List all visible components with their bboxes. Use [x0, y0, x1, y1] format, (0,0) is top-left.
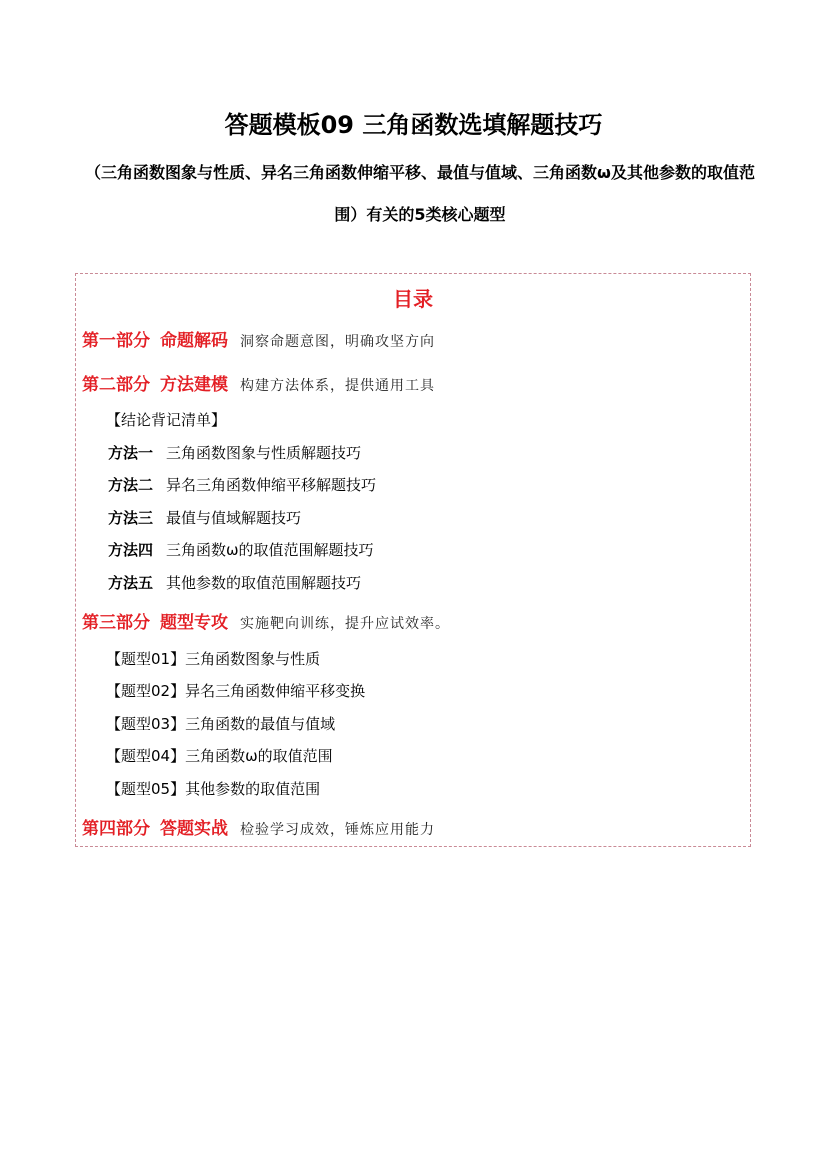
type-text: 三角函数的最值与值域 [185, 715, 336, 733]
method-label: 方法一 [108, 444, 154, 462]
part-label: 第三部分 [82, 613, 150, 633]
toc-type-1[interactable] [106, 647, 320, 671]
toc-type-2[interactable] [106, 679, 365, 703]
toc-type-3[interactable] [106, 712, 335, 736]
part-description: 检验学习成效，锤炼应用能力 [240, 822, 435, 838]
method-text: 异名三角函数伸缩平移解题技巧 [166, 476, 377, 494]
part-name: 命题解码 [160, 331, 228, 351]
type-label: 【题型01】 [106, 650, 186, 668]
method-text: 最值与值域解题技巧 [166, 509, 302, 527]
method-label: 方法五 [108, 574, 154, 592]
toc-method-5[interactable] [108, 571, 361, 595]
document-subtitle: （三角函数图象与性质、异名三角函数伸缩平移、最值与值域、三角函数ω及其他参数的取值范围）有关的5类核心题型 [85, 163, 755, 224]
toc-type-5[interactable] [106, 777, 320, 801]
part-label: 第一部分 [82, 331, 150, 351]
method-label: 方法四 [108, 541, 154, 559]
method-label: 方法二 [108, 476, 154, 494]
part-description: 洞察命题意图，明确攻坚方向 [240, 334, 435, 350]
toc-part-4[interactable] [82, 817, 435, 842]
part-label: 第四部分 [82, 819, 150, 839]
toc-heading: 目录 [393, 287, 433, 311]
part-label: 第二部分 [82, 375, 150, 395]
toc-method-2[interactable] [108, 473, 376, 497]
type-text: 其他参数的取值范围 [185, 780, 321, 798]
toc-part-2[interactable] [82, 373, 435, 398]
part-description: 实施靶向训练，提升应试效率。 [240, 616, 450, 632]
document-title: 答题模板09 三角函数选填解题技巧 [224, 111, 603, 139]
method-text: 三角函数图象与性质解题技巧 [166, 444, 362, 462]
type-label: 【题型04】 [106, 747, 186, 765]
type-text: 三角函数ω的取值范围 [185, 747, 333, 765]
type-label: 【题型03】 [106, 715, 186, 733]
method-text: 其他参数的取值范围解题技巧 [166, 574, 362, 592]
type-label: 【题型02】 [106, 682, 186, 700]
type-label: 【题型05】 [106, 780, 186, 798]
method-label: 方法三 [108, 509, 154, 527]
toc-part-3[interactable] [82, 611, 450, 636]
part-name: 方法建模 [160, 375, 228, 395]
part-description: 构建方法体系，提供通用工具 [240, 378, 435, 394]
part-name: 答题实战 [160, 819, 228, 839]
toc-part-1[interactable] [82, 329, 435, 354]
part-name: 题型专攻 [160, 613, 228, 633]
table-of-contents [75, 273, 751, 847]
type-text: 三角函数图象与性质 [185, 650, 321, 668]
type-text: 异名三角函数伸缩平移变换 [185, 682, 366, 700]
toc-method-1[interactable] [108, 441, 361, 465]
toc-method-3[interactable] [108, 506, 301, 530]
method-text: 三角函数ω的取值范围解题技巧 [166, 541, 374, 559]
toc-summary-item[interactable]: 【结论背记清单】 [106, 411, 227, 429]
toc-method-4[interactable] [108, 538, 374, 562]
toc-type-4[interactable] [106, 744, 333, 768]
